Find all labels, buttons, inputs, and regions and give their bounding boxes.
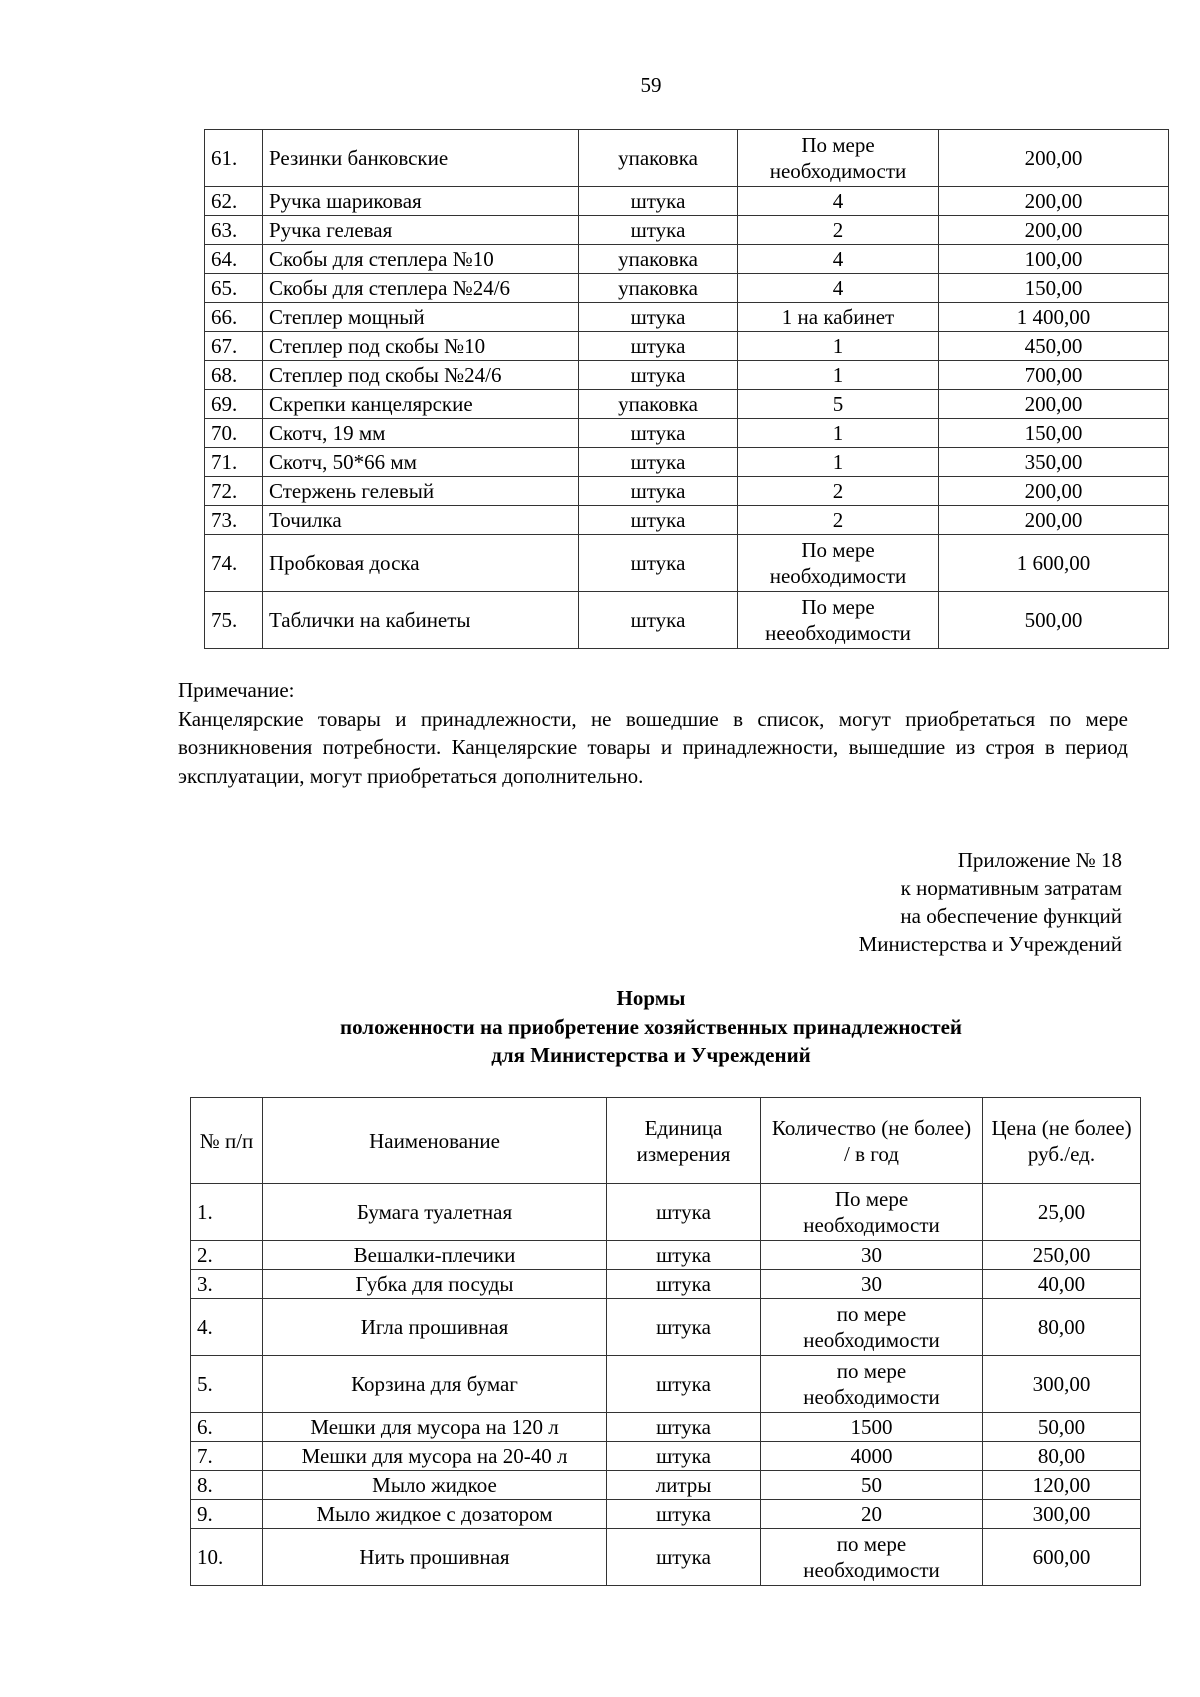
row-number: 64. bbox=[205, 245, 263, 274]
page-number: 59 bbox=[640, 73, 662, 97]
table-row bbox=[205, 419, 1169, 448]
table-row bbox=[205, 390, 1169, 419]
quantity: 4 bbox=[738, 187, 939, 216]
row-number: 71. bbox=[205, 448, 263, 477]
item-name: Бумага туалетная bbox=[263, 1184, 607, 1241]
quantity: 1 на кабинет bbox=[738, 303, 939, 332]
item-name: Нить прошивная bbox=[263, 1529, 607, 1586]
unit: штука bbox=[607, 1356, 761, 1413]
item-name: Мешки для мусора на 120 л bbox=[263, 1413, 607, 1442]
row-number: 8. bbox=[191, 1471, 263, 1500]
unit: упаковка bbox=[579, 274, 738, 303]
unit: штука bbox=[579, 419, 738, 448]
table-row bbox=[191, 1241, 1141, 1270]
unit: упаковка bbox=[579, 390, 738, 419]
row-number: 65. bbox=[205, 274, 263, 303]
price: 350,00 bbox=[939, 448, 1169, 477]
item-name: Мешки для мусора на 20-40 л bbox=[263, 1442, 607, 1471]
price: 200,00 bbox=[939, 506, 1169, 535]
quantity: 2 bbox=[738, 216, 939, 245]
unit: штука bbox=[607, 1241, 761, 1270]
table-row bbox=[191, 1413, 1141, 1442]
table-row bbox=[191, 1442, 1141, 1471]
unit: штука bbox=[579, 216, 738, 245]
unit: штука bbox=[607, 1529, 761, 1586]
price: 150,00 bbox=[939, 419, 1169, 448]
row-number: 63. bbox=[205, 216, 263, 245]
appendix-line: Приложение № 18 bbox=[957, 848, 1122, 872]
unit: штука bbox=[579, 592, 738, 649]
table-row bbox=[191, 1184, 1141, 1241]
quantity: 50 bbox=[761, 1471, 983, 1500]
row-number: 68. bbox=[205, 361, 263, 390]
quantity: 4 bbox=[738, 245, 939, 274]
unit: штука bbox=[607, 1500, 761, 1529]
quantity: по мере необходимости bbox=[761, 1299, 983, 1356]
row-number: 61. bbox=[205, 130, 263, 187]
note-text: Канцелярские товары и принадлежности, не вошедшие в список, могут приобретаться по мере возникновения потребности. Канцелярские товары и принадлежности, вышедшие из строя в период эксплуатации, могут приобретаться дополнительно. bbox=[178, 706, 1128, 789]
table-row bbox=[205, 477, 1169, 506]
unit: штука bbox=[579, 187, 738, 216]
quantity: 1 bbox=[738, 448, 939, 477]
header-name: Наименование bbox=[263, 1098, 607, 1184]
row-number: 3. bbox=[191, 1270, 263, 1299]
unit: штука bbox=[607, 1184, 761, 1241]
price: 300,00 bbox=[983, 1356, 1141, 1413]
price: 1 400,00 bbox=[939, 303, 1169, 332]
unit: штука bbox=[579, 535, 738, 592]
row-number: 69. bbox=[205, 390, 263, 419]
note bbox=[178, 676, 1128, 791]
row-number: 74. bbox=[205, 535, 263, 592]
price: 120,00 bbox=[983, 1471, 1141, 1500]
item-name: Губка для посуды bbox=[263, 1270, 607, 1299]
table-row bbox=[191, 1356, 1141, 1413]
table-row bbox=[205, 448, 1169, 477]
item-name: Степлер под скобы №10 bbox=[263, 332, 579, 361]
header-unit: Единица измерения bbox=[607, 1098, 761, 1184]
table-row bbox=[191, 1500, 1141, 1529]
header-price: Цена (не более) руб./ед. bbox=[983, 1098, 1141, 1184]
table-row bbox=[191, 1299, 1141, 1356]
unit: штука bbox=[607, 1442, 761, 1471]
price: 450,00 bbox=[939, 332, 1169, 361]
price: 100,00 bbox=[939, 245, 1169, 274]
quantity: 2 bbox=[738, 506, 939, 535]
row-number: 4. bbox=[191, 1299, 263, 1356]
item-name: Резинки банковские bbox=[263, 130, 579, 187]
quantity: 5 bbox=[738, 390, 939, 419]
item-name: Мыло жидкое с дозатором bbox=[263, 1500, 607, 1529]
stationery-table bbox=[204, 129, 1169, 649]
table-row bbox=[205, 592, 1169, 649]
table-row bbox=[205, 332, 1169, 361]
household-supplies-table bbox=[190, 1097, 1141, 1586]
item-name: Точилка bbox=[263, 506, 579, 535]
table-row bbox=[205, 187, 1169, 216]
price: 40,00 bbox=[983, 1270, 1141, 1299]
table-row bbox=[205, 274, 1169, 303]
table-row bbox=[191, 1529, 1141, 1586]
item-name: Корзина для бумаг bbox=[263, 1356, 607, 1413]
item-name: Скотч, 50*66 мм bbox=[263, 448, 579, 477]
quantity: 4 bbox=[738, 274, 939, 303]
quantity: 2 bbox=[738, 477, 939, 506]
item-name: Ручка гелевая bbox=[263, 216, 579, 245]
row-number: 73. bbox=[205, 506, 263, 535]
table-row bbox=[205, 361, 1169, 390]
item-name: Стержень гелевый bbox=[263, 477, 579, 506]
price: 200,00 bbox=[939, 477, 1169, 506]
quantity: по мере необходимости bbox=[761, 1529, 983, 1586]
price: 200,00 bbox=[939, 130, 1169, 187]
item-name: Мыло жидкое bbox=[263, 1471, 607, 1500]
price: 500,00 bbox=[939, 592, 1169, 649]
item-name: Скобы для степлера №10 bbox=[263, 245, 579, 274]
unit: штука bbox=[579, 361, 738, 390]
row-number: 72. bbox=[205, 477, 263, 506]
quantity: По мере необходимости bbox=[738, 535, 939, 592]
item-name: Скрепки канцелярские bbox=[263, 390, 579, 419]
table-row bbox=[205, 303, 1169, 332]
unit: штука bbox=[607, 1299, 761, 1356]
header-number: № п/п bbox=[191, 1098, 263, 1184]
table-row bbox=[205, 535, 1169, 592]
row-number: 5. bbox=[191, 1356, 263, 1413]
table-header-row bbox=[191, 1098, 1141, 1184]
row-number: 9. bbox=[191, 1500, 263, 1529]
row-number: 62. bbox=[205, 187, 263, 216]
item-name: Таблички на кабинеты bbox=[263, 592, 579, 649]
row-number: 66. bbox=[205, 303, 263, 332]
unit: штука bbox=[579, 506, 738, 535]
unit: штука bbox=[579, 303, 738, 332]
table-row bbox=[205, 130, 1169, 187]
price: 80,00 bbox=[983, 1299, 1141, 1356]
title-line: для Министерства и Учреждений bbox=[491, 1043, 811, 1067]
row-number: 6. bbox=[191, 1413, 263, 1442]
unit: упаковка bbox=[579, 245, 738, 274]
unit: штука bbox=[607, 1270, 761, 1299]
quantity: По мере неeобходимости bbox=[738, 592, 939, 649]
price: 250,00 bbox=[983, 1241, 1141, 1270]
unit: штука bbox=[607, 1413, 761, 1442]
row-number: 1. bbox=[191, 1184, 263, 1241]
appendix-line: к нормативным затратам bbox=[900, 876, 1122, 900]
table-row bbox=[205, 245, 1169, 274]
price: 80,00 bbox=[983, 1442, 1141, 1471]
row-number: 70. bbox=[205, 419, 263, 448]
header-quantity: Количество (не более) / в год bbox=[761, 1098, 983, 1184]
item-name: Пробковая доска bbox=[263, 535, 579, 592]
price: 300,00 bbox=[983, 1500, 1141, 1529]
title-line: положенности на приобретение хозяйственных принадлежностей bbox=[339, 1014, 962, 1039]
quantity: 1 bbox=[738, 361, 939, 390]
title-line: Нормы bbox=[616, 986, 686, 1010]
table-row bbox=[205, 506, 1169, 535]
unit: штука bbox=[579, 477, 738, 506]
item-name: Скобы для степлера №24/6 bbox=[263, 274, 579, 303]
price: 25,00 bbox=[983, 1184, 1141, 1241]
note-label: Примечание: bbox=[178, 678, 295, 702]
price: 200,00 bbox=[939, 187, 1169, 216]
quantity: 1 bbox=[738, 419, 939, 448]
table-row bbox=[191, 1270, 1141, 1299]
price: 200,00 bbox=[939, 216, 1169, 245]
price: 700,00 bbox=[939, 361, 1169, 390]
quantity: По мере необходимости bbox=[761, 1184, 983, 1241]
quantity: 30 bbox=[761, 1270, 983, 1299]
quantity: 4000 bbox=[761, 1442, 983, 1471]
row-number: 10. bbox=[191, 1529, 263, 1586]
item-name: Степлер под скобы №24/6 bbox=[263, 361, 579, 390]
quantity: 30 bbox=[761, 1241, 983, 1270]
unit: штука bbox=[579, 448, 738, 477]
appendix-line: Министерства и Учреждений bbox=[858, 932, 1122, 956]
quantity: 1500 bbox=[761, 1413, 983, 1442]
unit: штука bbox=[579, 332, 738, 361]
row-number: 7. bbox=[191, 1442, 263, 1471]
row-number: 2. bbox=[191, 1241, 263, 1270]
price: 150,00 bbox=[939, 274, 1169, 303]
quantity: по мере необходимости bbox=[761, 1356, 983, 1413]
section-title bbox=[0, 984, 1200, 1070]
item-name: Скотч, 19 мм bbox=[263, 419, 579, 448]
item-name: Вешалки-плечики bbox=[263, 1241, 607, 1270]
item-name: Ручка шариковая bbox=[263, 187, 579, 216]
unit: упаковка bbox=[579, 130, 738, 187]
row-number: 75. bbox=[205, 592, 263, 649]
quantity: По мере необходимости bbox=[738, 130, 939, 187]
row-number: 67. bbox=[205, 332, 263, 361]
appendix-caption bbox=[859, 846, 1122, 958]
price: 600,00 bbox=[983, 1529, 1141, 1586]
quantity: 20 bbox=[761, 1500, 983, 1529]
table-row bbox=[191, 1471, 1141, 1500]
item-name: Степлер мощный bbox=[263, 303, 579, 332]
table-row bbox=[205, 216, 1169, 245]
quantity: 1 bbox=[738, 332, 939, 361]
price: 50,00 bbox=[983, 1413, 1141, 1442]
unit: литры bbox=[607, 1471, 761, 1500]
item-name: Игла прошивная bbox=[263, 1299, 607, 1356]
appendix-line: на обеспечение функций bbox=[900, 904, 1122, 928]
price: 200,00 bbox=[939, 390, 1169, 419]
price: 1 600,00 bbox=[939, 535, 1169, 592]
